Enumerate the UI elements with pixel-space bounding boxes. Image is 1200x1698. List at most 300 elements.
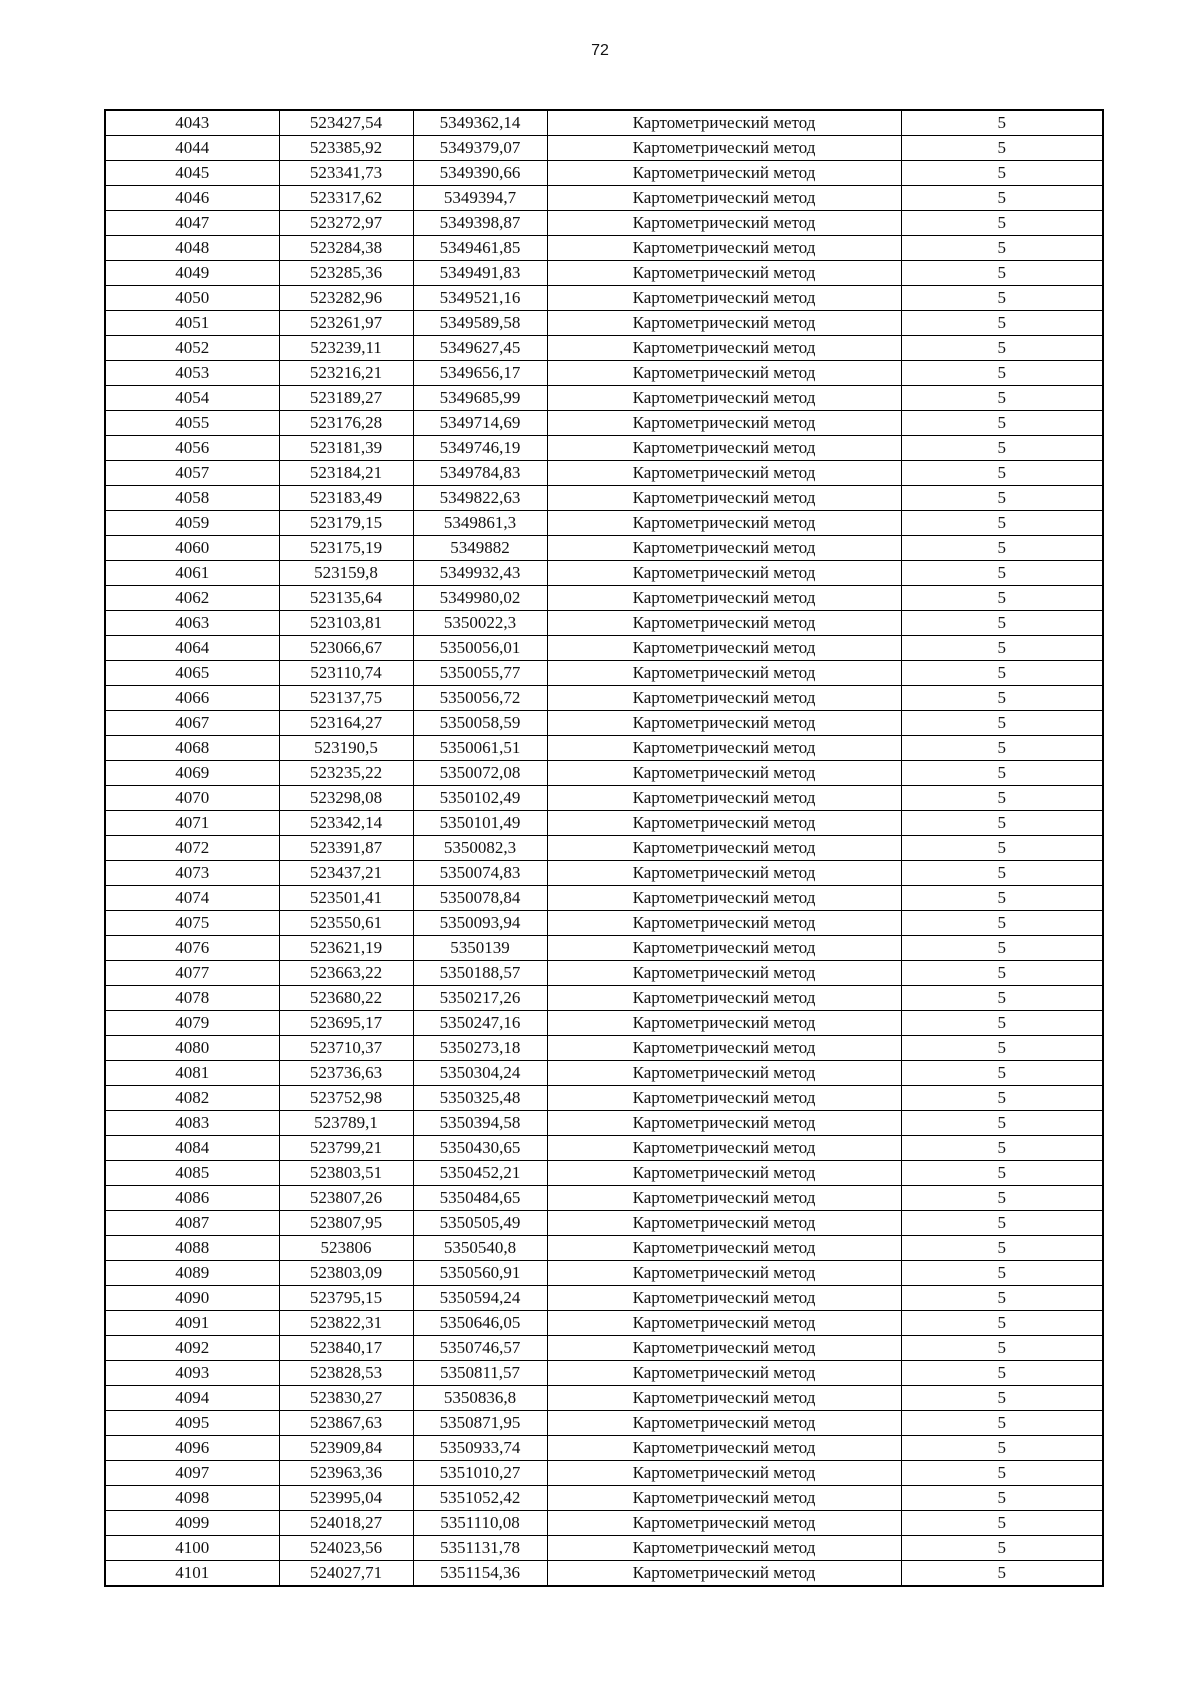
y-coordinate-cell: 5351010,27: [413, 1461, 547, 1486]
accuracy-cell: 5: [901, 386, 1103, 411]
y-coordinate-cell: 5350746,57: [413, 1336, 547, 1361]
table-row: [105, 561, 1103, 586]
y-coordinate-cell: 5350078,84: [413, 886, 547, 911]
method-cell: Картометрический метод: [547, 1011, 901, 1036]
x-coordinate-cell: 523437,21: [279, 861, 413, 886]
point-number-cell: 4097: [105, 1461, 279, 1486]
y-coordinate-cell: 5350871,95: [413, 1411, 547, 1436]
x-coordinate-cell: 523710,37: [279, 1036, 413, 1061]
point-number-cell: 4062: [105, 586, 279, 611]
table-row: [105, 1186, 1103, 1211]
point-number-cell: 4051: [105, 311, 279, 336]
method-cell: Картометрический метод: [547, 186, 901, 211]
point-number-cell: 4084: [105, 1136, 279, 1161]
point-number-cell: 4077: [105, 961, 279, 986]
x-coordinate-cell: 523736,63: [279, 1061, 413, 1086]
x-coordinate-cell: 523317,62: [279, 186, 413, 211]
table-row: [105, 1036, 1103, 1061]
point-number-cell: 4048: [105, 236, 279, 261]
method-cell: Картометрический метод: [547, 861, 901, 886]
y-coordinate-cell: 5350102,49: [413, 786, 547, 811]
method-cell: Картометрический метод: [547, 586, 901, 611]
table-row: [105, 936, 1103, 961]
accuracy-cell: 5: [901, 1261, 1103, 1286]
y-coordinate-cell: 5350188,57: [413, 961, 547, 986]
table-row: [105, 211, 1103, 236]
table-row: [105, 1361, 1103, 1386]
x-coordinate-cell: 524023,56: [279, 1536, 413, 1561]
method-cell: Картометрический метод: [547, 461, 901, 486]
x-coordinate-cell: 523840,17: [279, 1336, 413, 1361]
table-row: [105, 1211, 1103, 1236]
method-cell: Картометрический метод: [547, 1136, 901, 1161]
method-cell: Картометрический метод: [547, 1486, 901, 1511]
accuracy-cell: 5: [901, 611, 1103, 636]
accuracy-cell: 5: [901, 1061, 1103, 1086]
point-number-cell: 4057: [105, 461, 279, 486]
accuracy-cell: 5: [901, 361, 1103, 386]
accuracy-cell: 5: [901, 311, 1103, 336]
table-row: [105, 786, 1103, 811]
x-coordinate-cell: 523807,95: [279, 1211, 413, 1236]
point-number-cell: 4047: [105, 211, 279, 236]
table-row: [105, 1486, 1103, 1511]
accuracy-cell: 5: [901, 1511, 1103, 1536]
accuracy-cell: 5: [901, 1561, 1103, 1587]
point-number-cell: 4089: [105, 1261, 279, 1286]
table-row: [105, 486, 1103, 511]
table-row: [105, 761, 1103, 786]
table-row: [105, 1161, 1103, 1186]
accuracy-cell: 5: [901, 261, 1103, 286]
accuracy-cell: 5: [901, 836, 1103, 861]
table-row: [105, 661, 1103, 686]
x-coordinate-cell: 523235,22: [279, 761, 413, 786]
x-coordinate-cell: 523103,81: [279, 611, 413, 636]
method-cell: Картометрический метод: [547, 1411, 901, 1436]
point-number-cell: 4078: [105, 986, 279, 1011]
x-coordinate-cell: 523391,87: [279, 836, 413, 861]
table-row: [105, 1236, 1103, 1261]
table-row: [105, 136, 1103, 161]
point-number-cell: 4083: [105, 1111, 279, 1136]
method-cell: Картометрический метод: [547, 711, 901, 736]
x-coordinate-cell: 523342,14: [279, 811, 413, 836]
table-row: [105, 1086, 1103, 1111]
x-coordinate-cell: 523179,15: [279, 511, 413, 536]
accuracy-cell: 5: [901, 711, 1103, 736]
point-number-cell: 4069: [105, 761, 279, 786]
point-number-cell: 4072: [105, 836, 279, 861]
y-coordinate-cell: 5349627,45: [413, 336, 547, 361]
x-coordinate-cell: 524018,27: [279, 1511, 413, 1536]
table-row: [105, 636, 1103, 661]
method-cell: Картометрический метод: [547, 110, 901, 136]
y-coordinate-cell: 5349714,69: [413, 411, 547, 436]
accuracy-cell: 5: [901, 1111, 1103, 1136]
point-number-cell: 4059: [105, 511, 279, 536]
point-number-cell: 4100: [105, 1536, 279, 1561]
accuracy-cell: 5: [901, 561, 1103, 586]
x-coordinate-cell: 523164,27: [279, 711, 413, 736]
accuracy-cell: 5: [901, 211, 1103, 236]
point-number-cell: 4094: [105, 1386, 279, 1411]
x-coordinate-cell: 523803,09: [279, 1261, 413, 1286]
method-cell: Картометрический метод: [547, 361, 901, 386]
method-cell: Картометрический метод: [547, 211, 901, 236]
method-cell: Картометрический метод: [547, 936, 901, 961]
accuracy-cell: 5: [901, 1336, 1103, 1361]
x-coordinate-cell: 523285,36: [279, 261, 413, 286]
x-coordinate-cell: 523239,11: [279, 336, 413, 361]
accuracy-cell: 5: [901, 161, 1103, 186]
method-cell: Картометрический метод: [547, 161, 901, 186]
accuracy-cell: 5: [901, 1536, 1103, 1561]
y-coordinate-cell: 5350247,16: [413, 1011, 547, 1036]
y-coordinate-cell: 5349685,99: [413, 386, 547, 411]
table-row: [105, 911, 1103, 936]
method-cell: Картометрический метод: [547, 1086, 901, 1111]
coordinates-table-body: [105, 110, 1103, 1586]
method-cell: Картометрический метод: [547, 986, 901, 1011]
y-coordinate-cell: 5349932,43: [413, 561, 547, 586]
y-coordinate-cell: 5349980,02: [413, 586, 547, 611]
x-coordinate-cell: 523284,38: [279, 236, 413, 261]
x-coordinate-cell: 523822,31: [279, 1311, 413, 1336]
accuracy-cell: 5: [901, 736, 1103, 761]
accuracy-cell: 5: [901, 1286, 1103, 1311]
table-row: [105, 386, 1103, 411]
point-number-cell: 4093: [105, 1361, 279, 1386]
point-number-cell: 4079: [105, 1011, 279, 1036]
x-coordinate-cell: 523184,21: [279, 461, 413, 486]
x-coordinate-cell: 523190,5: [279, 736, 413, 761]
method-cell: Картометрический метод: [547, 411, 901, 436]
point-number-cell: 4070: [105, 786, 279, 811]
accuracy-cell: 5: [901, 486, 1103, 511]
point-number-cell: 4087: [105, 1211, 279, 1236]
method-cell: Картометрический метод: [547, 1436, 901, 1461]
method-cell: Картометрический метод: [547, 1311, 901, 1336]
table-row: [105, 286, 1103, 311]
method-cell: Картометрический метод: [547, 1161, 901, 1186]
point-number-cell: 4073: [105, 861, 279, 886]
method-cell: Картометрический метод: [547, 261, 901, 286]
table-row: [105, 1461, 1103, 1486]
table-row: [105, 361, 1103, 386]
x-coordinate-cell: 523789,1: [279, 1111, 413, 1136]
y-coordinate-cell: 5349746,19: [413, 436, 547, 461]
x-coordinate-cell: 523995,04: [279, 1486, 413, 1511]
accuracy-cell: 5: [901, 110, 1103, 136]
x-coordinate-cell: 523830,27: [279, 1386, 413, 1411]
y-coordinate-cell: 5350022,3: [413, 611, 547, 636]
y-coordinate-cell: 5350061,51: [413, 736, 547, 761]
method-cell: Картометрический метод: [547, 536, 901, 561]
y-coordinate-cell: 5350484,65: [413, 1186, 547, 1211]
y-coordinate-cell: 5350217,26: [413, 986, 547, 1011]
y-coordinate-cell: 5351110,08: [413, 1511, 547, 1536]
method-cell: Картометрический метод: [547, 811, 901, 836]
table-row: [105, 686, 1103, 711]
method-cell: Картометрический метод: [547, 236, 901, 261]
point-number-cell: 4061: [105, 561, 279, 586]
accuracy-cell: 5: [901, 1236, 1103, 1261]
method-cell: Картометрический метод: [547, 311, 901, 336]
y-coordinate-cell: 5349656,17: [413, 361, 547, 386]
coordinates-table: [104, 109, 1104, 1587]
point-number-cell: 4080: [105, 1036, 279, 1061]
x-coordinate-cell: 523803,51: [279, 1161, 413, 1186]
table-row: [105, 511, 1103, 536]
x-coordinate-cell: 523385,92: [279, 136, 413, 161]
method-cell: Картометрический метод: [547, 1336, 901, 1361]
method-cell: Картометрический метод: [547, 561, 901, 586]
table-row: [105, 1386, 1103, 1411]
point-number-cell: 4088: [105, 1236, 279, 1261]
y-coordinate-cell: 5349521,16: [413, 286, 547, 311]
accuracy-cell: 5: [901, 1186, 1103, 1211]
method-cell: Картометрический метод: [547, 886, 901, 911]
y-coordinate-cell: 5350093,94: [413, 911, 547, 936]
table-row: [105, 1011, 1103, 1036]
x-coordinate-cell: 523752,98: [279, 1086, 413, 1111]
y-coordinate-cell: 5350325,48: [413, 1086, 547, 1111]
y-coordinate-cell: 5350933,74: [413, 1436, 547, 1461]
point-number-cell: 4075: [105, 911, 279, 936]
method-cell: Картометрический метод: [547, 1236, 901, 1261]
table-row: [105, 161, 1103, 186]
point-number-cell: 4066: [105, 686, 279, 711]
point-number-cell: 4063: [105, 611, 279, 636]
y-coordinate-cell: 5350540,8: [413, 1236, 547, 1261]
x-coordinate-cell: 523795,15: [279, 1286, 413, 1311]
point-number-cell: 4095: [105, 1411, 279, 1436]
y-coordinate-cell: 5350055,77: [413, 661, 547, 686]
accuracy-cell: 5: [901, 1311, 1103, 1336]
point-number-cell: 4055: [105, 411, 279, 436]
table-row: [105, 836, 1103, 861]
x-coordinate-cell: 523427,54: [279, 110, 413, 136]
method-cell: Картометрический метод: [547, 961, 901, 986]
y-coordinate-cell: 5350139: [413, 936, 547, 961]
table-row: [105, 961, 1103, 986]
y-coordinate-cell: 5351131,78: [413, 1536, 547, 1561]
method-cell: Картометрический метод: [547, 1111, 901, 1136]
table-row: [105, 1561, 1103, 1587]
x-coordinate-cell: 523189,27: [279, 386, 413, 411]
accuracy-cell: 5: [901, 586, 1103, 611]
y-coordinate-cell: 5349882: [413, 536, 547, 561]
y-coordinate-cell: 5350056,01: [413, 636, 547, 661]
method-cell: Картометрический метод: [547, 136, 901, 161]
accuracy-cell: 5: [901, 1161, 1103, 1186]
y-coordinate-cell: 5350072,08: [413, 761, 547, 786]
y-coordinate-cell: 5350082,3: [413, 836, 547, 861]
table-row: [105, 1111, 1103, 1136]
table-row: [105, 1261, 1103, 1286]
table-row: [105, 436, 1103, 461]
y-coordinate-cell: 5350430,65: [413, 1136, 547, 1161]
table-row: [105, 311, 1103, 336]
x-coordinate-cell: 523909,84: [279, 1436, 413, 1461]
y-coordinate-cell: 5350058,59: [413, 711, 547, 736]
table-row: [105, 611, 1103, 636]
point-number-cell: 4049: [105, 261, 279, 286]
x-coordinate-cell: 523550,61: [279, 911, 413, 936]
point-number-cell: 4044: [105, 136, 279, 161]
point-number-cell: 4052: [105, 336, 279, 361]
table-row: [105, 736, 1103, 761]
table-row: [105, 186, 1103, 211]
y-coordinate-cell: 5350594,24: [413, 1286, 547, 1311]
y-coordinate-cell: 5350646,05: [413, 1311, 547, 1336]
table-row: [105, 461, 1103, 486]
accuracy-cell: 5: [901, 136, 1103, 161]
x-coordinate-cell: 523159,8: [279, 561, 413, 586]
table-row: [105, 586, 1103, 611]
point-number-cell: 4046: [105, 186, 279, 211]
point-number-cell: 4065: [105, 661, 279, 686]
accuracy-cell: 5: [901, 1211, 1103, 1236]
table-row: [105, 1311, 1103, 1336]
accuracy-cell: 5: [901, 436, 1103, 461]
accuracy-cell: 5: [901, 886, 1103, 911]
accuracy-cell: 5: [901, 186, 1103, 211]
point-number-cell: 4101: [105, 1561, 279, 1587]
y-coordinate-cell: 5350505,49: [413, 1211, 547, 1236]
y-coordinate-cell: 5349394,7: [413, 186, 547, 211]
x-coordinate-cell: 523110,74: [279, 661, 413, 686]
accuracy-cell: 5: [901, 1136, 1103, 1161]
method-cell: Картометрический метод: [547, 611, 901, 636]
x-coordinate-cell: 523695,17: [279, 1011, 413, 1036]
y-coordinate-cell: 5350811,57: [413, 1361, 547, 1386]
method-cell: Картометрический метод: [547, 836, 901, 861]
method-cell: Картометрический метод: [547, 1061, 901, 1086]
point-number-cell: 4096: [105, 1436, 279, 1461]
accuracy-cell: 5: [901, 286, 1103, 311]
accuracy-cell: 5: [901, 1361, 1103, 1386]
method-cell: Картометрический метод: [547, 386, 901, 411]
point-number-cell: 4081: [105, 1061, 279, 1086]
accuracy-cell: 5: [901, 1411, 1103, 1436]
table-row: [105, 886, 1103, 911]
point-number-cell: 4074: [105, 886, 279, 911]
method-cell: Картометрический метод: [547, 736, 901, 761]
y-coordinate-cell: 5350836,8: [413, 1386, 547, 1411]
y-coordinate-cell: 5350273,18: [413, 1036, 547, 1061]
y-coordinate-cell: 5350452,21: [413, 1161, 547, 1186]
method-cell: Картометрический метод: [547, 636, 901, 661]
y-coordinate-cell: 5350074,83: [413, 861, 547, 886]
accuracy-cell: 5: [901, 911, 1103, 936]
y-coordinate-cell: 5351154,36: [413, 1561, 547, 1587]
point-number-cell: 4092: [105, 1336, 279, 1361]
table-row: [105, 236, 1103, 261]
x-coordinate-cell: 523066,67: [279, 636, 413, 661]
table-row: [105, 336, 1103, 361]
accuracy-cell: 5: [901, 536, 1103, 561]
accuracy-cell: 5: [901, 786, 1103, 811]
x-coordinate-cell: 523341,73: [279, 161, 413, 186]
point-number-cell: 4068: [105, 736, 279, 761]
point-number-cell: 4064: [105, 636, 279, 661]
point-number-cell: 4043: [105, 110, 279, 136]
accuracy-cell: 5: [901, 661, 1103, 686]
point-number-cell: 4099: [105, 1511, 279, 1536]
point-number-cell: 4090: [105, 1286, 279, 1311]
accuracy-cell: 5: [901, 1036, 1103, 1061]
point-number-cell: 4045: [105, 161, 279, 186]
point-number-cell: 4056: [105, 436, 279, 461]
method-cell: Картометрический метод: [547, 1036, 901, 1061]
table-row: [105, 986, 1103, 1011]
accuracy-cell: 5: [901, 1436, 1103, 1461]
y-coordinate-cell: 5349822,63: [413, 486, 547, 511]
method-cell: Картометрический метод: [547, 1361, 901, 1386]
y-coordinate-cell: 5350056,72: [413, 686, 547, 711]
method-cell: Картометрический метод: [547, 761, 901, 786]
y-coordinate-cell: 5349589,58: [413, 311, 547, 336]
y-coordinate-cell: 5351052,42: [413, 1486, 547, 1511]
x-coordinate-cell: 523501,41: [279, 886, 413, 911]
accuracy-cell: 5: [901, 236, 1103, 261]
table-row: [105, 1411, 1103, 1436]
accuracy-cell: 5: [901, 961, 1103, 986]
y-coordinate-cell: 5350101,49: [413, 811, 547, 836]
x-coordinate-cell: 523175,19: [279, 536, 413, 561]
accuracy-cell: 5: [901, 1011, 1103, 1036]
point-number-cell: 4082: [105, 1086, 279, 1111]
x-coordinate-cell: 523807,26: [279, 1186, 413, 1211]
method-cell: Картометрический метод: [547, 1261, 901, 1286]
x-coordinate-cell: 523282,96: [279, 286, 413, 311]
x-coordinate-cell: 524027,71: [279, 1561, 413, 1587]
accuracy-cell: 5: [901, 686, 1103, 711]
point-number-cell: 4067: [105, 711, 279, 736]
table-row: [105, 1511, 1103, 1536]
method-cell: Картометрический метод: [547, 486, 901, 511]
method-cell: Картометрический метод: [547, 1561, 901, 1587]
method-cell: Картометрический метод: [547, 1511, 901, 1536]
method-cell: Картометрический метод: [547, 911, 901, 936]
table-row: [105, 1536, 1103, 1561]
table-row: [105, 811, 1103, 836]
table-row: [105, 1061, 1103, 1086]
x-coordinate-cell: 523867,63: [279, 1411, 413, 1436]
accuracy-cell: 5: [901, 1086, 1103, 1111]
y-coordinate-cell: 5349390,66: [413, 161, 547, 186]
table-row: [105, 110, 1103, 136]
x-coordinate-cell: 523663,22: [279, 961, 413, 986]
accuracy-cell: 5: [901, 1461, 1103, 1486]
method-cell: Картометрический метод: [547, 661, 901, 686]
y-coordinate-cell: 5349362,14: [413, 110, 547, 136]
point-number-cell: 4091: [105, 1311, 279, 1336]
table-row: [105, 261, 1103, 286]
y-coordinate-cell: 5350394,58: [413, 1111, 547, 1136]
method-cell: Картометрический метод: [547, 286, 901, 311]
accuracy-cell: 5: [901, 761, 1103, 786]
x-coordinate-cell: 523181,39: [279, 436, 413, 461]
table-row: [105, 711, 1103, 736]
accuracy-cell: 5: [901, 461, 1103, 486]
table-row: [105, 411, 1103, 436]
x-coordinate-cell: 523216,21: [279, 361, 413, 386]
x-coordinate-cell: 523963,36: [279, 1461, 413, 1486]
y-coordinate-cell: 5349398,87: [413, 211, 547, 236]
